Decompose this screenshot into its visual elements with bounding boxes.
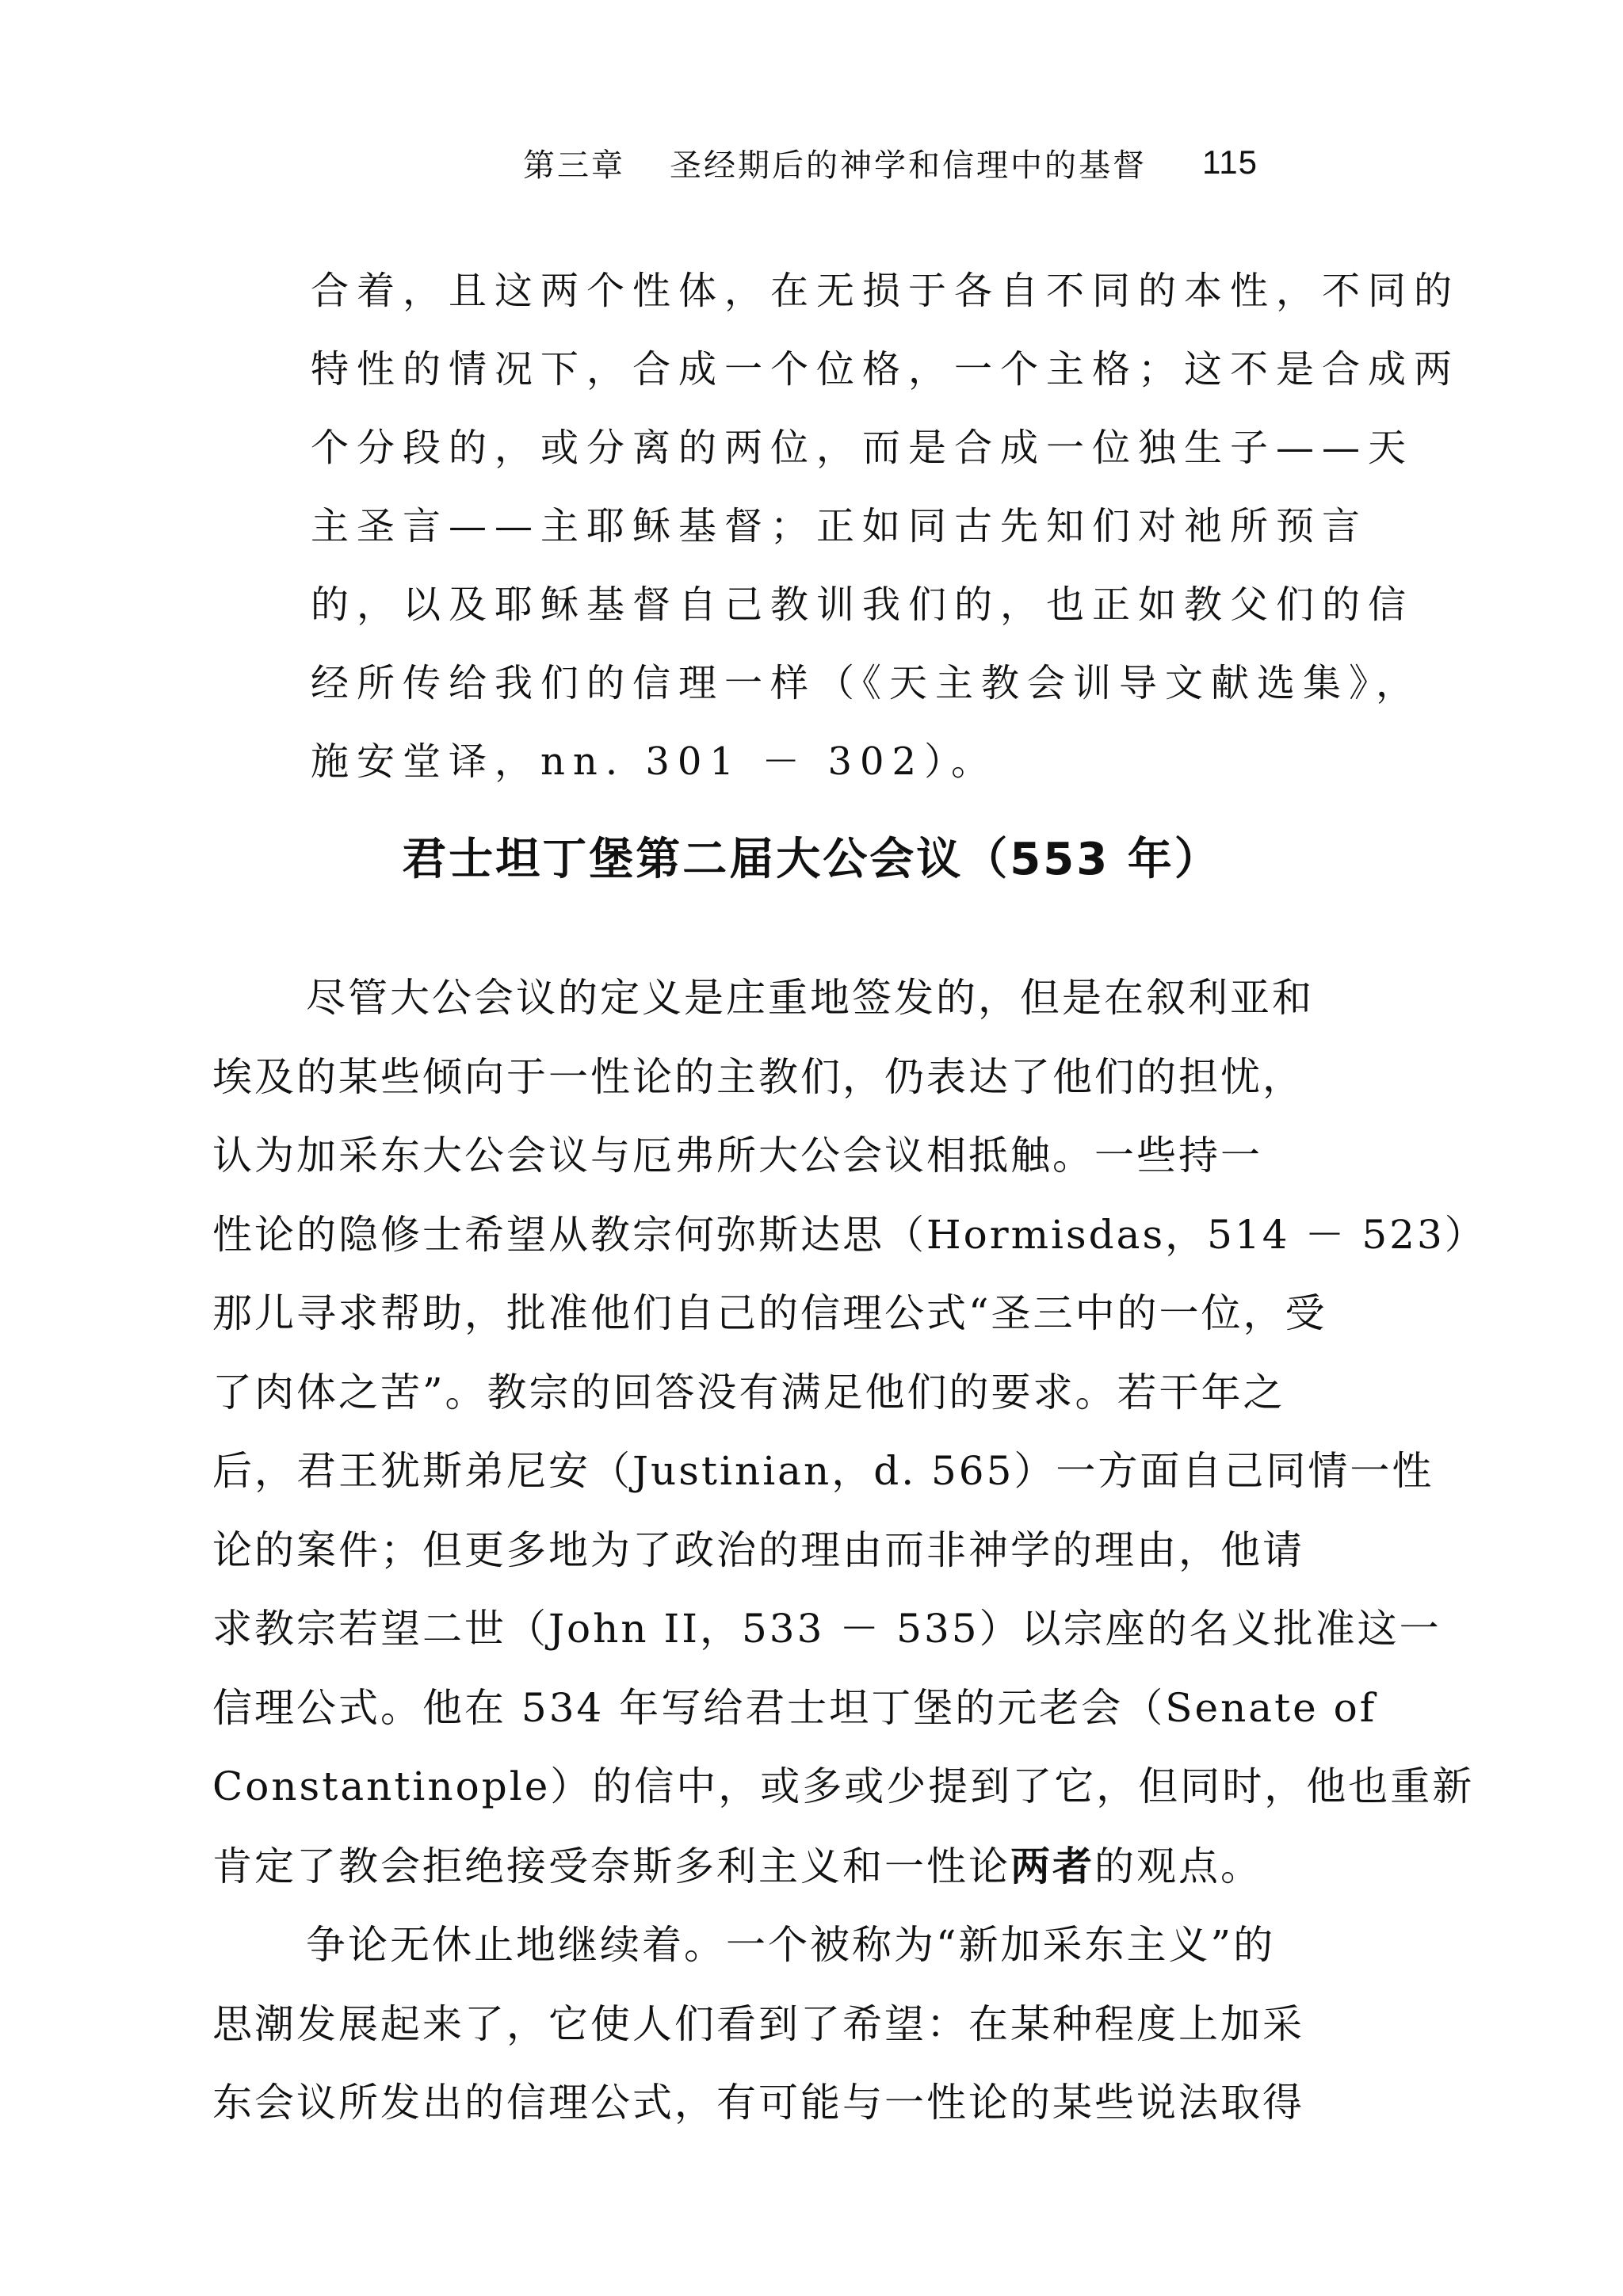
quote-line: 的，以及耶稣基督自己教训我们的，也正如教父们的信 (311, 583, 1415, 627)
paragraph-line: Constantinople）的信中，或多或少提到了它，但同时，他也重新 (212, 1763, 1475, 1809)
quote-line: 施安堂译，nn. 301 － 302）。 (311, 739, 998, 784)
quote-line: 合着，且这两个性体，在无损于各自不同的本性，不同的 (311, 269, 1461, 313)
paragraph-text: 的观点。 (1094, 1843, 1262, 1889)
paragraph-line: 性论的隐修士希望从教宗何弥斯达思（Hormisdas，514 － 523） (212, 1211, 1487, 1258)
paragraph-line: 尽管大公会议的定义是庄重地签发的，但是在叙利亚和 (306, 975, 1314, 1021)
paragraph-line: 思潮发展起来了，它使人们看到了希望：在某种程度上加采 (212, 2000, 1304, 2047)
paragraph-line: 了肉体之苦”。教宗的回答没有满足他们的要求。若干年之 (212, 1369, 1285, 1415)
quote-line: 个分段的，或分离的两位，而是合成一位独生子——天 (311, 426, 1415, 470)
body-text (212, 959, 1487, 2143)
paragraph-line: 求教宗若望二世（John II，533 － 535）以宗座的名义批准这一 (212, 1606, 1442, 1652)
section-heading: 君士坦丁堡第二届大公会议（553 年） (402, 834, 1221, 885)
emphasis-text: 两者 (1010, 1842, 1094, 1889)
chapter-label: 第三章 (523, 147, 625, 184)
paragraph-line (212, 1827, 1413, 1907)
paragraph-line: 争论无休止地继续着。一个被称为“新加采东主义”的 (306, 1922, 1276, 1968)
paragraph-text: 肯定了教会拒绝接受奈斯多利主义和一性论 (212, 1843, 1010, 1889)
page-number: 115 (1202, 143, 1258, 181)
paragraph-line: 后，君王犹斯弟尼安（Justinian，d. 565）一方面自己同情一性 (212, 1448, 1434, 1494)
running-head (523, 135, 1411, 190)
paragraph-line: 埃及的某些倾向于一性论的主教们，仍表达了他们的担忧， (212, 1053, 1304, 1100)
chapter-title: 圣经期后的神学和信理中的基督 (670, 147, 1147, 184)
paragraph-line: 信理公式。他在 534 年写给君士坦丁堡的元老会（Senate of (212, 1684, 1377, 1731)
block-quote (311, 252, 1461, 801)
paragraph-line: 论的案件；但更多地为了政治的理由而非神学的理由，他请 (212, 1526, 1304, 1573)
paragraph-line: 东会议所发出的信理公式，有可能与一性论的某些说法取得 (212, 2080, 1304, 2126)
quote-line: 主圣言——主耶稣基督；正如同古先知们对祂所预言 (311, 504, 1369, 548)
paragraph-line: 那儿寻求帮助，批准他们自己的信理公式“圣三中的一位，受 (212, 1290, 1327, 1336)
quote-line: 特性的情况下，合成一个位格，一个主格；这不是合成两 (311, 347, 1461, 392)
paragraph-line: 认为加采东大公会议与厄弗所大公会议相抵触。一些持一 (212, 1133, 1262, 1179)
quote-line: 经所传给我们的信理一样（《天主教会训导文献选集》， (311, 661, 1423, 705)
